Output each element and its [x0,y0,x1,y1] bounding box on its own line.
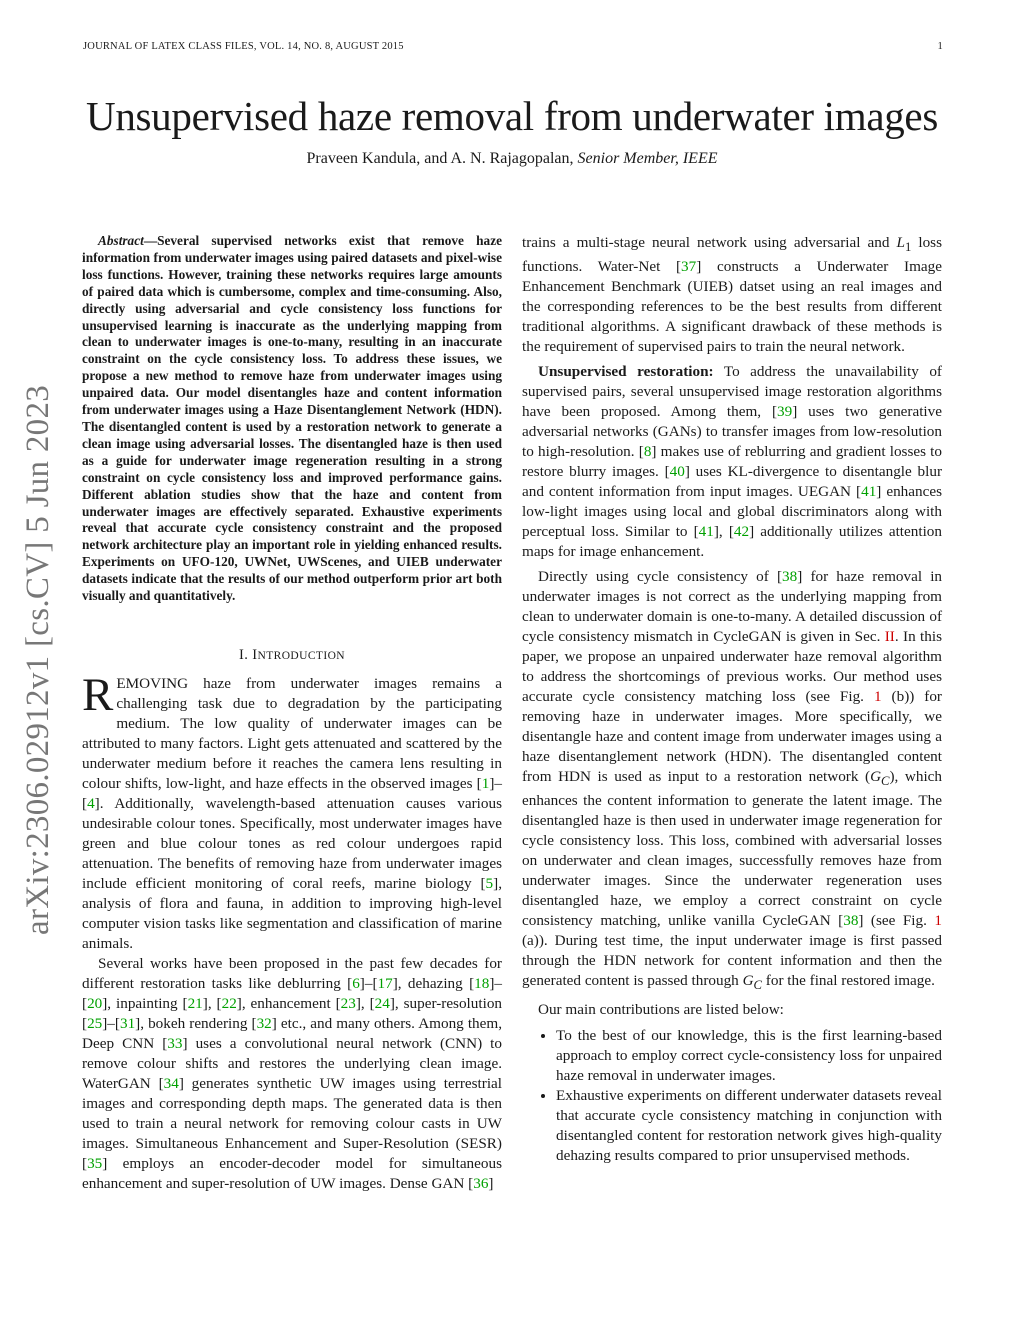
citation-link[interactable]: 17 [377,974,393,992]
right-column [522,233,942,1166]
left-column [82,233,502,1194]
intro-paragraph-2: Several works have been proposed in the past few decades for different restoration tasks like deblurring [6]–[17], dehazing [18]–[20], inpainting [21], [22], enhancement [23], [24], super-resolution [25]–[31], bokeh rendering [32] etc., and many others. Among them, Deep CNN [33] uses a convolutional neural network (CNN) to remove colour shifts and restores the underlying clean image. WaterGAN [34] generates synthetic UW images using terrestrial images and corresponding depth maps. The generated data is then used to train a neural network for removing colour casts in UW images. Simultaneous Enhancement and Super-Resolution (SESR) [35] employs an encoder-decoder model for simultaneous enhancement and super-resolution of UW images. Dense GAN [36] [82,954,503,1192]
abstract-label: Abstract [98,233,144,248]
citation-link[interactable]: 35 [87,1154,103,1172]
citation-link[interactable]: 40 [669,463,685,481]
citation-link[interactable]: 42 [733,523,750,541]
math-subscript: C [753,978,762,993]
author-line [0,150,1024,168]
citation-link[interactable]: 36 [473,1174,489,1192]
citation-link[interactable]: 33 [167,1034,183,1052]
figure-link[interactable]: 1 [934,912,942,930]
citation-link[interactable]: 32 [256,1014,272,1032]
math-subscript: C [881,774,890,789]
citation-link[interactable]: 22 [221,994,237,1012]
right-paragraph-3: Directly using cycle consistency of [38] for haze removal in underwater images is not correct as the underlying mapping from clean to underwater domain is one-to-many. A detailed discussion of cycle consistency mismatch in CycleGAN is given in Sec. II. In this paper, we propose an unpaired underwater haze removal algorithm to address the shortcomings of previous works. Our method uses accurate cycle consistency matching loss (see Fig. 1 (b)) for removing haze in underwater images. More specifically, we disentangle haze and content image from underwater images using a haze disentanglement network (HDN). The disentangled content from HDN is used as input to a restoration network $(G_C)$, which enhances the content information to generate the latent image. The disentangled haze is then used in underwater image regeneration for cycle consistency loss. This loss, combined with adversarial losses on underwater and clean images, successfully removes haze from underwater images. Since the underwater regeneration uses disentangled haze, we employ a correct constraint on cycle consistency matching, unlike vanilla CycleGAN [38] (see Fig. 1 (a)). During test time, the input underwater image is first passed through the HDN network for content information and then the generated content is passed through $G_C$ for the final restored image. [522,568,943,993]
contributions-list [522,1026,942,1166]
citation-link[interactable]: 38 [843,912,859,930]
abstract [82,233,502,605]
running-header [83,41,943,52]
citation-link[interactable]: 39 [777,403,793,421]
abstract-text: —Several supervised networks exist that remove haze information from underwater images using paired datasets and pixel-wise loss functions. However, training these networks requires large amounts of paired data which is cumbersome, complex and time-consuming. Also, directly using adversarial and cycle consistency loss functions for unsupervised learning is inaccurate as the underlying mapping from clean to underwater images is one-to-many, resulting in an inaccurate constraint on the cycle consistency loss. To address these issues, we propose a new method to remove haze from underwater images using unpaired data. Our model disentangles haze and content information from underwater images using a Haze Disentanglement Network (HDN). The disentangled content is used by a restoration network to generate a clean image using adversarial losses. The disentangled haze is then used as a guide for underwater image regeneration resulting in a strong constraint on cycle consistency loss and improved performance gains. Different ablation studies show that the haze and content from underwater images are effectively separated. Exhaustive experiments reveal that accurate cycle consistency constraint and the proposed network architecture play an important role in yielding enhanced results. Experiments on UFO-120, UWNet, UWScenes, and UIEB underwater datasets indicate that the results of our method outperform prior art both visually and quantitatively. [82,233,502,604]
math-g: G [870,768,882,786]
list-item: • To the best of our knowledge, this is the first learning-based approach to employ correct cycle-consistency loss for unpaired haze removal in underwater images. [556,1026,942,1086]
math-l: L [896,234,905,251]
right-paragraph-4: Our main contributions are listed below: [538,1001,784,1019]
citation-link[interactable]: 1 [481,774,490,792]
citation-link[interactable]: 5 [485,874,494,892]
right-paragraph-2: Unsupervised restoration: To address the unavailability of supervised pairs, several unsupervised image restoration algorithms have been proposed. Among them, [39] uses two generative adversarial networks (GANs) to transfer images from low-resolution to high-resolution. [8] makes use of reblurring and gradient losses to restore blurry images. [40] uses KL-divergence to disentangle blur and content information from input images. UEGAN [41] enhances low-light images using local and global discriminators along with perceptual loss. Similar to [41], [42] additionally utilizes attention maps for image enhancement. [522,363,942,561]
citation-link[interactable]: 34 [163,1074,179,1092]
citation-link[interactable]: 4 [87,794,95,812]
author-role: Senior Member, IEEE [577,150,718,167]
citation-link[interactable]: 21 [187,994,203,1012]
page-number: 1 [937,41,943,52]
citation-link[interactable]: 24 [374,994,390,1012]
citation-link[interactable]: 6 [352,974,360,992]
author-names: Praveen Kandula, and A. N. Rajagopalan, [306,150,574,167]
citation-link[interactable]: 38 [782,568,798,586]
intro-paragraph-1: REMOVING haze from underwater images remains a challenging task due to degradation by the participating medium. The low quality of underwater images can be attributed to many factors. Light gets attenuated and scattered by the underwater medium before it reaches the camera lens resulting in colour shifts, low-light, and haze effects in the observed images [1]–[4]. Additionally, wavelength-based attenuation causes various undesirable colour tones. Specifically, most underwater images have green and blue colour tones as red colour undergoes rapid attenuation. The benefits of removing haze from underwater images include efficient monitoring of coral reefs, marine biology [5], analysis of flora and fauna, in addition to improving high-level computer vision tasks like segmentation and classification of marine animals. [82,668,502,952]
right-paragraph-1: trains a multi-stage neural network using adversarial and $L_1$ loss functions. Water-Net [37] constructs a Underwater Image Enhancement Benchmark (UIEB) datset using an real images and the corresponding references to be the best results from different traditional algorithms. A significant drawback of these methods is the requirement of supervised pairs to train the neural network. [522,234,942,356]
citation-link[interactable]: 18 [474,974,490,992]
arxiv-stamp: arXiv:2306.02912v1 [cs.CV] 5 Jun 2023 [20,384,56,935]
paragraph-lead: Unsupervised restoration: [538,363,714,381]
section-link[interactable]: II [884,628,895,646]
section-heading-introduction: I. INTRODUCTION [239,646,345,663]
list-item: • Exhaustive experiments on different underwater datasets reveal that accurate cycle consistency matching in conjunction with disentangled content for restoration network gives high-quality dehazing results compared to prior unsupervised methods. [556,1086,942,1166]
citation-link[interactable]: 37 [681,258,697,276]
math-g: G [742,972,754,990]
drop-cap: R [82,668,114,721]
journal-name: JOURNAL OF LATEX CLASS FILES, VOL. 14, NO. 8, AUGUST 2015 [83,41,404,52]
citation-link[interactable]: 8 [643,443,652,461]
citation-link[interactable]: 31 [119,1014,136,1032]
figure-link[interactable]: 1 [873,688,882,706]
citation-link[interactable]: 20 [87,994,103,1012]
citation-link[interactable]: 41 [698,523,714,541]
citation-link[interactable]: 41 [861,483,877,501]
math-subscript: 1 [904,240,912,255]
paper-title: Unsupervised haze removal from underwater images [86,93,938,139]
citation-link[interactable]: 25 [87,1014,103,1032]
citation-link[interactable]: 23 [340,994,356,1012]
